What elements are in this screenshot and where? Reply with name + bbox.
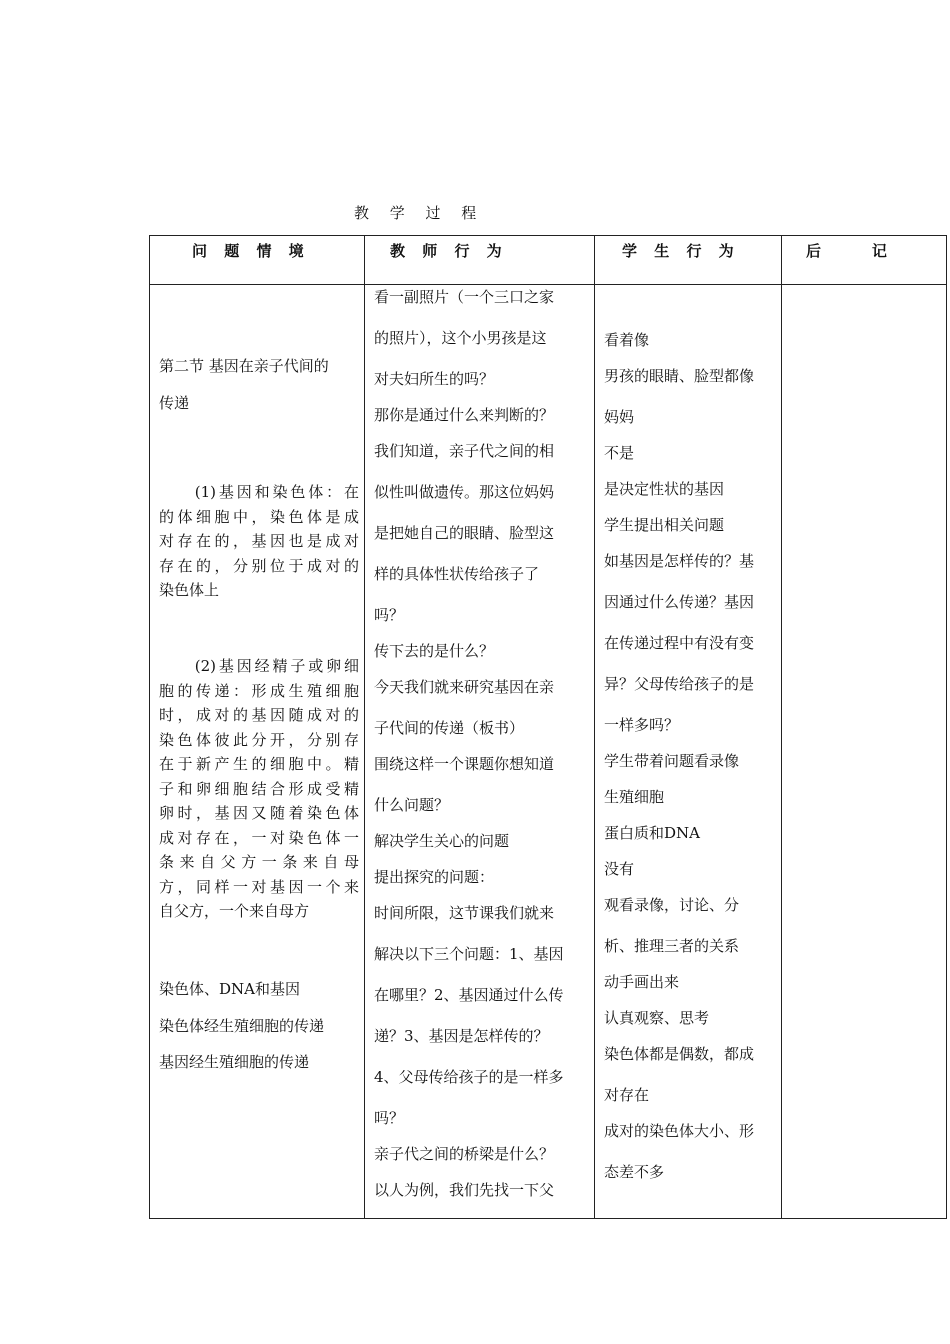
student-line: 染色体都是偶数，都成 (604, 1045, 755, 1063)
teacher-line: 那你是通过什么来判断的？ (374, 406, 555, 424)
teacher-line: 看一副照片（一个三口之家 (374, 288, 555, 306)
student-line: 是决定性状的基因 (604, 480, 725, 498)
teacher-line: 提出探究的问题： (374, 868, 495, 886)
paragraph-line: 的体细胞中，染色体是成 (159, 507, 359, 526)
teacher-line: 4、父母传给孩子的是一样多 (374, 1068, 564, 1086)
student-line: 妈妈 (604, 408, 635, 426)
paragraph-line: 存在的，分别位于成对的 (159, 556, 359, 575)
paragraph-line: 卵时，基因又随着染色体 (159, 804, 359, 822)
student-line: 一样多吗？ (604, 716, 680, 734)
student-line: 男孩的眼睛、脸型都像 (604, 367, 755, 385)
paragraph-line: (2)基因经精子或卵细 (159, 657, 359, 675)
student-line: 异？父母传给孩子的是 (604, 675, 755, 693)
lesson-table (149, 235, 947, 1219)
teacher-line: 子代间的传递（板书） (374, 719, 525, 737)
summary-item: 染色体、DNA和基因 (159, 980, 300, 998)
teacher-line: 吗？ (374, 606, 405, 624)
paragraph-line: 在于新产生的细胞中。精 (159, 755, 359, 773)
teacher-line: 似性叫做遗传。那这位妈妈 (374, 483, 555, 501)
teacher-line: 在哪里？2、基因通过什么传 (374, 986, 564, 1004)
student-line: 观看录像，讨论、分 (604, 896, 740, 914)
teacher-line: 以人为例，我们先找一下父 (374, 1181, 555, 1199)
student-line: 学生带着问题看录像 (604, 752, 740, 770)
student-line: 不是 (604, 444, 635, 462)
paragraph-line: 成对存在，一对染色体一 (159, 828, 359, 847)
teacher-line: 对夫妇所生的吗？ (374, 370, 495, 388)
student-line: 学生提出相关问题 (604, 516, 725, 534)
teacher-line: 样的具体性状传给孩子了 (374, 565, 540, 583)
header-teacher-behavior: 教 师 行 为 (390, 242, 508, 260)
teacher-line: 的照片），这个小男孩是这 (374, 329, 547, 347)
paragraph-line: 方，同样一对基因一个来 (159, 877, 359, 896)
section-heading (159, 348, 359, 421)
summary-item: 基因经生殖细胞的传递 (159, 1053, 310, 1071)
section-line: 传递 (159, 393, 190, 412)
teacher-line: 什么问题？ (374, 796, 450, 814)
teacher-line: 解决以下三个问题：1、基因 (374, 945, 564, 963)
student-line: 析、推理三者的关系 (604, 937, 740, 955)
paragraph-line: 对存在的，基因也是成对 (159, 532, 359, 550)
student-line: 在传递过程中有没有变 (604, 634, 755, 652)
student-line: 成对的染色体大小、形 (604, 1122, 755, 1140)
paragraph-line: 时，成对的基因随成对的 (159, 706, 359, 724)
student-line: 因通过什么传递？基因 (604, 593, 755, 611)
student-line: 看着像 (604, 331, 650, 349)
column-divider (594, 236, 595, 1218)
paragraph-line: 胞的传递：形成生殖细胞 (159, 681, 359, 700)
teacher-line: 亲子代之间的桥梁是什么？ (374, 1145, 555, 1163)
teacher-line: 今天我们就来研究基因在亲 (374, 678, 555, 696)
teacher-line: 吗？ (374, 1109, 405, 1127)
student-line: 态差不多 (604, 1163, 665, 1181)
teacher-line: 围绕这样一个课题你想知道 (374, 755, 555, 773)
section-line: 第二节 基因在亲子代间的 (159, 357, 329, 375)
student-line: 认真观察、思考 (604, 1009, 710, 1027)
student-line: 动手画出来 (604, 973, 680, 991)
student-line: 蛋白质和DNA (604, 824, 700, 842)
summary-item: 染色体经生殖细胞的传递 (159, 1016, 325, 1035)
paragraph-line: 自父方，一个来自母方 (159, 902, 310, 920)
student-line: 生殖细胞 (604, 788, 665, 806)
summary-list (159, 971, 359, 1081)
paragraph-line: 条来自父方一条来自母 (159, 853, 359, 871)
header-student-behavior: 学 生 行 为 (622, 242, 740, 260)
page-title: 教 学 过 程 (354, 204, 485, 222)
header-divider (150, 284, 946, 285)
paragraph-line: (1)基因和染色体：在 (159, 483, 359, 501)
teacher-line: 解决学生关心的问题 (374, 832, 510, 850)
teacher-line: 时间所限，这节课我们就来 (374, 904, 555, 922)
student-line: 没有 (604, 860, 635, 878)
teacher-line: 传下去的是什么？ (374, 642, 495, 660)
teacher-line: 递？3、基因是怎样传的？ (374, 1027, 549, 1045)
paragraph-line: 子和卵细胞结合形成受精 (159, 779, 359, 798)
header-notes: 后 记 (806, 242, 893, 260)
paragraph-line: 染色体彼此分开，分别存 (159, 730, 359, 749)
teacher-line: 我们知道，亲子代之间的相 (374, 442, 555, 460)
teacher-line: 是把她自己的眼睛、脸型这 (374, 524, 555, 542)
column-divider (364, 236, 365, 1218)
student-line: 如基因是怎样传的？基 (604, 552, 755, 570)
student-line: 对存在 (604, 1086, 650, 1104)
gene-transmission-paragraph (159, 654, 359, 924)
paragraph-line: 染色体上 (159, 581, 220, 599)
header-problem-situation: 问 题 情 境 (192, 242, 310, 260)
column-divider (781, 236, 782, 1218)
gene-chromosome-paragraph (159, 480, 359, 603)
